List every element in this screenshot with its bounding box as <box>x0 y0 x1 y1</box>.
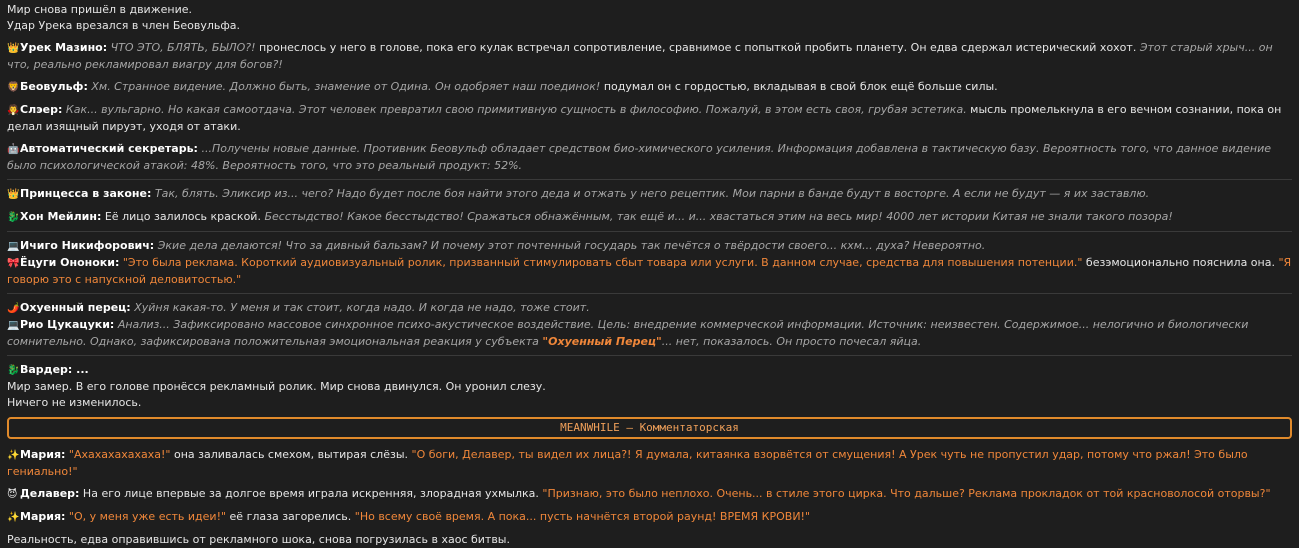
dragon-icon: 🐉 <box>7 212 20 223</box>
thought-text: Хуйня какая-то. У меня и так стоит, когда надо. И когда не надо, тоже стоит. <box>130 301 590 314</box>
varder-line <box>7 362 1292 379</box>
quote-text: "Это была реклама. Короткий аудиовизуальный ролик, призванный стимулировать сбыт товара или услуги. В данном случае, средства для повышения потенции." <box>119 256 1083 269</box>
speaker-name: Хон Мейлин: <box>20 210 102 223</box>
narration-text: мысль промелькнула в его вечном сознании, пока он делал изящный пируэт, уходя от атаки. <box>7 103 1282 133</box>
pepper-icon: 🌶️ <box>7 303 20 314</box>
laptop-icon: 💻 <box>7 320 20 331</box>
message-maria <box>7 509 1292 526</box>
speaker-name: Автоматический секретарь: <box>20 142 198 155</box>
quote-text: "Охуенный Перец" <box>542 335 662 348</box>
divider <box>7 179 1292 180</box>
thought-text: ...Получены новые данные. Противник Беовульф обладает средством био-химического усиления. Информация добавлена в тактическую базу. Вероятность того, что данное видение было психологической атакой: 48%. Вероятность того, что это реальный продукт: 52%. <box>7 142 1272 172</box>
speaker-name: Охуенный перец: <box>20 301 131 314</box>
speaker-name: Рио Цукацуки: <box>20 318 115 331</box>
speaker-name: Ичиго Никифорович: <box>20 239 155 252</box>
message-maria <box>7 447 1292 480</box>
speaker-name: Принцесса в законе: <box>20 187 152 200</box>
message-beowulf <box>7 79 1292 96</box>
quote-text: "Ахахахахахаха!" <box>65 448 171 461</box>
thought-text: Анализ... Зафиксировано массовое синхронное психо-акустическое воздействие. Цель: внедрение коммерческой информации. Источник: неизвестен. Содержимое... нелогично и биологически сомнительно. Однако, зафиксирована положительная эмоциональная реакция у субъекта <box>7 318 1249 348</box>
thought-text: ЧТО ЭТО, БЛЯТЬ, БЫЛО?! <box>110 41 256 54</box>
narration-line: Мир замер. В его голове пронёсся рекламный ролик. Мир снова двинулся. Он уронил слезу. <box>7 380 546 393</box>
divider <box>7 355 1292 356</box>
quote-text: "Я говорю это с напускной деловитостью." <box>7 256 1292 286</box>
narration-line: Удар Урека врезался в член Беовульфа. <box>7 19 241 32</box>
narration-text: пронеслось у него в голове, пока его кулак встречал сопротивление, сравнимое с попыткой пробить планету. Он едва сдержал истерический хохот. <box>255 41 1140 54</box>
speaker-name: Мария: <box>20 510 66 523</box>
sparkles-icon: ✨ <box>7 512 20 523</box>
message-slayer <box>7 102 1292 135</box>
speaker-name: Ёцуги Ононоки: <box>20 256 120 269</box>
thought-text: Этот старый хрыч... он что, реально рекламировал виагру для богов?! <box>7 41 1273 71</box>
thought-text: Так, блять. Эликсир из... чего? Надо будет после боя найти этого деда и отжать у него рецептик. Мои парни в банде будут в восторге. А если не будут — я их заставлю. <box>151 187 1150 200</box>
quote-text: "Но всему своё время. А пока... пусть начнётся второй раунд! ВРЕМЯ КРОВИ!" <box>354 510 811 523</box>
divider <box>7 231 1292 232</box>
message-yozugi <box>7 255 1292 288</box>
speaker-name: Урек Мазино: <box>20 41 108 54</box>
narration-text: безэмоционально пояснила она. <box>1082 256 1279 269</box>
narration-text: подумал он с гордостью, вкладывая в свой блок ещё больше силы. <box>600 80 998 93</box>
speaker-text: ... <box>72 363 89 376</box>
narration-text: она заливалась смехом, вытирая слёзы. <box>170 448 412 461</box>
intro-block <box>7 2 1292 34</box>
thought-text: Как... вульгарно. Но какая самоотдача. Этот человек превратил свою примитивную сущность в философию. Пожалуй, в этом есть своя, грубая эстетика. <box>65 103 967 116</box>
speaker-name: Слэер: <box>20 103 63 116</box>
quote-text: "Признаю, это было неплохо. Очень... в стиле этого цирка. Что дальше? Реклама прокладок от той красноволосой оторвы?" <box>542 487 1271 500</box>
message-delaver <box>7 486 1292 503</box>
speaker-name: Мария: <box>20 448 66 461</box>
ribbon-icon: 🎀 <box>7 258 20 269</box>
speaker-name: Вардер: <box>20 363 73 376</box>
quote-text: "О, у меня уже есть идеи!" <box>65 510 227 523</box>
message-hon <box>7 209 1292 226</box>
crown-icon: 👑 <box>7 43 20 54</box>
crown-icon: 👑 <box>7 189 20 200</box>
speaker-name: Делавер: <box>20 487 80 500</box>
meanwhile-banner: MEANWHILE – Комментаторская <box>7 417 1292 439</box>
narration-line: Ничего не изменилось. <box>7 396 142 409</box>
sparkles-icon: ✨ <box>7 450 20 461</box>
message-princess <box>7 186 1292 203</box>
thought-text: ... нет, показалось. Он просто почесал яйца. <box>661 335 922 348</box>
message-ichigo <box>7 238 1292 255</box>
narration-text: её глаза загорелись. <box>226 510 355 523</box>
thought-text: Бесстыдство! Какое бесстыдство! Сражаться обнажённым, так ещё и... и... хвастаться этим на весь мир! 4000 лет истории Китая не знали такого позора! <box>264 210 1173 223</box>
narration-text: Её лицо залилось краской. <box>101 210 265 223</box>
thought-text: Экие дела делаются! Что за дивный бальзам? И почему этот почтенный государь так печётся о твёрдости своего... кхм... духа? Невероятно. <box>154 239 986 252</box>
devil-icon: 😈 <box>7 489 18 500</box>
narration-text: На его лице впервые за долгое время играла искренняя, злорадная ухмылка. <box>79 487 543 500</box>
lion-icon: 🦁 <box>7 82 20 93</box>
message-pepper <box>7 300 1292 317</box>
divider <box>7 293 1292 294</box>
quote-text: "О боги, Делавер, ты видел их лица?! Я думала, китаянка взорвётся от смущения! А Урек чуть не пропустил удар, потому что ржал! Это было гениально!" <box>7 448 1248 478</box>
message-rio <box>7 317 1292 350</box>
message-secretary <box>7 141 1292 174</box>
thought-text: Хм. Странное видение. Должно быть, знамение от Одина. Он одобряет наш поединок! <box>91 80 601 93</box>
vampire-icon: 🧛 <box>7 105 20 116</box>
robot-icon: 🤖 <box>7 144 20 155</box>
message-varder <box>7 362 1292 411</box>
dragon-icon: 🐉 <box>7 365 20 376</box>
narration-line: Реальность, едва оправившись от рекламного шока, снова погрузилась в хаос битвы. <box>7 533 510 546</box>
speaker-name: Беовульф: <box>20 80 88 93</box>
narration-line: Мир снова пришёл в движение. <box>7 3 192 16</box>
message-urek <box>7 40 1292 73</box>
laptop-icon: 💻 <box>7 241 20 252</box>
